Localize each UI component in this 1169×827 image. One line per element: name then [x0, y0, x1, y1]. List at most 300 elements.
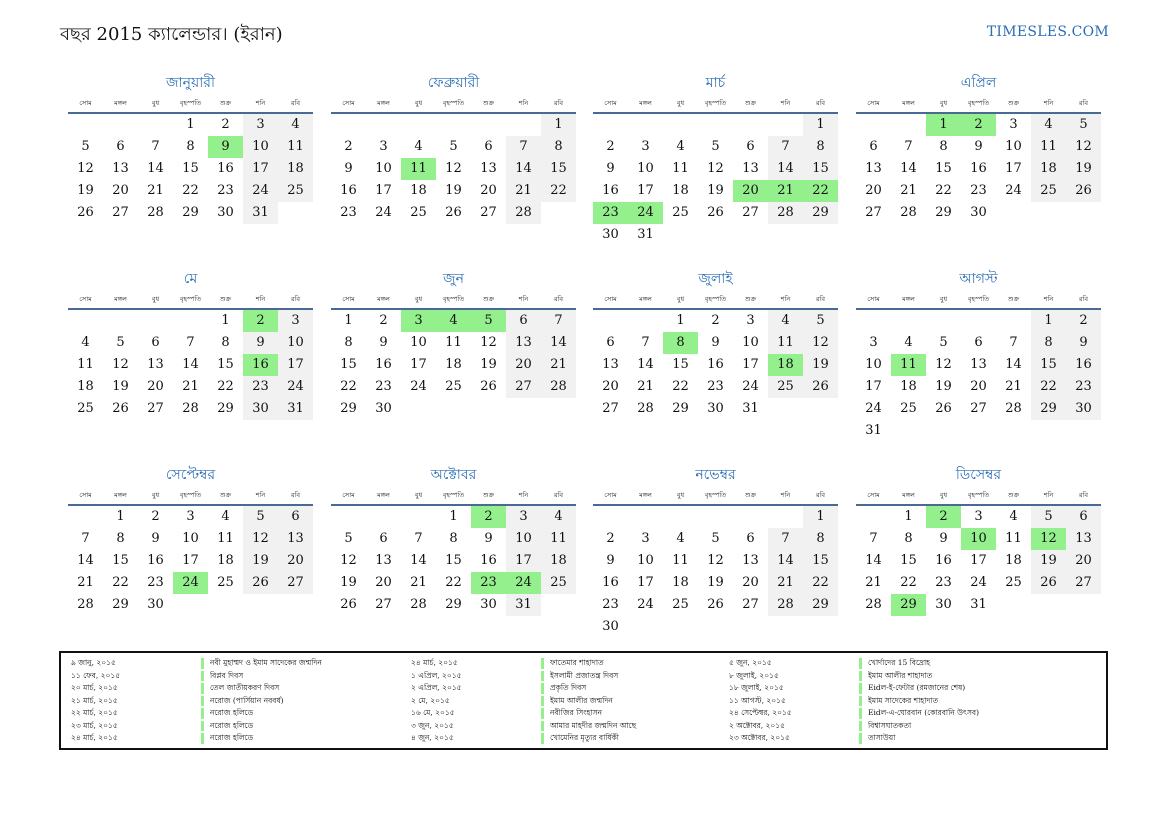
holiday-date: ২৪ সেপ্টেম্বর, ২০১৫ [729, 708, 792, 717]
day-cell: 22 [1031, 376, 1066, 398]
day-cell: 21 [182, 379, 199, 394]
day-cell: 23 [243, 376, 278, 398]
holiday-day-cell: 24 [628, 202, 663, 224]
day-cell: 12 [707, 161, 724, 176]
day-cell: 12 [1066, 136, 1101, 158]
day-cell: 10 [742, 335, 759, 350]
day-cell: 3 [1009, 117, 1018, 132]
day-cell: 24 [278, 376, 313, 398]
empty-cell [856, 114, 891, 136]
weekday-label: মঙ্গল [377, 99, 390, 107]
holiday-date: ২৩ অক্টোবর, ২০১৫ [729, 733, 790, 742]
day-cell: 7 [186, 335, 195, 350]
day-cell: 13 [865, 161, 882, 176]
empty-cell [733, 114, 768, 136]
day-cell: 18 [77, 379, 94, 394]
day-cell: 16 [217, 161, 234, 176]
holiday-marker [201, 721, 204, 732]
weekday-header [856, 94, 1101, 114]
day-cell: 4 [676, 531, 685, 546]
day-cell: 11 [1005, 531, 1022, 546]
weekday-label: শুক্র [219, 295, 232, 303]
day-cell: 10 [182, 531, 199, 546]
holiday-column [729, 657, 1058, 745]
day-cell: 30 [375, 401, 392, 416]
day-cell: 4 [1009, 509, 1018, 524]
day-cell: 22 [803, 572, 838, 594]
empty-cell [401, 506, 436, 528]
weekday-label: রবি [553, 491, 564, 499]
day-cell: 2 [1066, 310, 1101, 332]
holiday-name: নবীজির সিংহাসন [550, 708, 603, 717]
day-cell: 17 [506, 550, 541, 572]
day-cell: 19 [803, 354, 838, 376]
empty-cell [593, 310, 628, 332]
day-cell: 15 [1031, 354, 1066, 376]
day-cell: 22 [935, 183, 952, 198]
holiday-day-cell: 1 [926, 114, 961, 136]
holiday-row [411, 720, 740, 733]
day-cell: 25 [1031, 180, 1066, 202]
day-cell: 25 [278, 180, 313, 202]
day-cell: 1 [221, 313, 230, 328]
day-cell: 16 [375, 357, 392, 372]
weekday-label: মঙ্গল [639, 295, 652, 303]
day-cell: 15 [803, 158, 838, 180]
day-cell: 30 [1066, 398, 1101, 420]
day-cell: 18 [410, 183, 427, 198]
weekday-header [593, 94, 838, 114]
weekday-label: বৃহস্পতি [704, 491, 727, 499]
weekday-label: শুক্র [1007, 491, 1020, 499]
day-cell: 3 [869, 335, 878, 350]
holiday-date: ২ মে, ২০১৫ [411, 695, 450, 705]
weekday-label: মঙ্গল [902, 295, 915, 303]
day-cell: 10 [375, 161, 392, 176]
weekday-header [856, 486, 1101, 506]
month-calendar [856, 464, 1101, 616]
weekday-label: বৃহস্পতি [179, 99, 202, 107]
holiday-marker [541, 721, 544, 732]
day-cell: 9 [484, 531, 493, 546]
day-cell: 23 [217, 183, 234, 198]
day-grid [331, 114, 576, 224]
day-cell: 30 [970, 205, 987, 220]
month-calendar [68, 464, 313, 616]
weekday-header [331, 486, 576, 506]
holiday-day-cell: 5 [471, 310, 506, 332]
month-calendar [856, 72, 1101, 224]
holiday-name: Eidল-ই-ফেটার (রমজানের শেষ) [868, 683, 966, 692]
day-cell: 20 [112, 183, 129, 198]
weekday-label: মঙ্গল [639, 491, 652, 499]
day-cell: 26 [77, 205, 94, 220]
weekday-label: শনি [518, 295, 529, 303]
weekday-label: বুধ [939, 295, 948, 303]
day-cell: 28 [768, 202, 803, 224]
day-cell: 21 [1005, 379, 1022, 394]
day-cell: 11 [217, 531, 234, 546]
holiday-day-cell: 9 [208, 136, 243, 158]
holiday-day-cell: 2 [471, 506, 506, 528]
day-cell: 19 [243, 550, 278, 572]
empty-cell [436, 114, 471, 136]
day-cell: 24 [243, 180, 278, 202]
day-cell: 2 [221, 117, 230, 132]
day-cell: 4 [221, 509, 230, 524]
day-cell: 13 [1066, 528, 1101, 550]
day-grid [856, 506, 1101, 616]
weekday-label: মঙ্গল [902, 99, 915, 107]
weekday-header [331, 290, 576, 310]
day-cell: 5 [1066, 114, 1101, 136]
day-cell: 20 [742, 575, 759, 590]
empty-cell [961, 310, 996, 332]
holiday-marker [541, 671, 544, 682]
empty-cell [366, 506, 401, 528]
day-cell: 5 [243, 506, 278, 528]
month-calendar [593, 268, 838, 420]
day-cell: 15 [445, 553, 462, 568]
day-cell: 28 [1005, 401, 1022, 416]
day-cell: 10 [637, 161, 654, 176]
day-cell: 22 [112, 575, 129, 590]
day-cell: 29 [340, 401, 357, 416]
holiday-day-cell: 18 [768, 354, 803, 376]
holiday-marker [859, 696, 862, 707]
empty-cell [331, 506, 366, 528]
day-cell: 10 [1005, 139, 1022, 154]
day-cell: 16 [707, 357, 724, 372]
day-grid [68, 310, 313, 420]
day-grid [856, 114, 1101, 224]
weekday-label: মঙ্গল [639, 99, 652, 107]
day-cell: 14 [768, 550, 803, 572]
month-name: ফেব্রুয়ারী [427, 75, 480, 91]
day-cell: 4 [904, 335, 913, 350]
day-cell: 21 [77, 575, 94, 590]
day-cell: 29 [1031, 398, 1066, 420]
weekday-label: সোম [342, 99, 355, 107]
day-cell: 18 [445, 357, 462, 372]
weekday-label: সোম [604, 295, 617, 303]
day-cell: 26 [1031, 572, 1066, 594]
weekday-header [331, 94, 576, 114]
weekday-label: বৃহস্পতি [704, 99, 727, 107]
holiday-row [71, 695, 400, 708]
day-cell: 9 [243, 332, 278, 354]
day-cell: 27 [742, 205, 759, 220]
day-cell: 18 [217, 553, 234, 568]
day-cell: 22 [445, 575, 462, 590]
day-cell: 8 [116, 531, 125, 546]
empty-cell [366, 114, 401, 136]
day-cell: 9 [606, 161, 615, 176]
empty-cell [698, 114, 733, 136]
day-grid [593, 506, 838, 638]
day-cell: 28 [77, 597, 94, 612]
day-cell: 31 [637, 227, 654, 242]
day-cell: 17 [375, 183, 392, 198]
weekday-label: শুক্র [219, 99, 232, 107]
day-cell: 20 [147, 379, 164, 394]
weekday-label: বৃহস্পতি [704, 295, 727, 303]
holiday-row [729, 720, 1058, 733]
day-cell: 16 [602, 575, 619, 590]
holiday-day-cell: 22 [803, 180, 838, 202]
day-cell: 16 [147, 553, 164, 568]
day-cell: 9 [379, 335, 388, 350]
empty-cell [926, 310, 961, 332]
day-cell: 7 [904, 139, 913, 154]
day-cell: 23 [707, 379, 724, 394]
holiday-marker [859, 671, 862, 682]
day-cell: 30 [707, 401, 724, 416]
weekday-label: শুক্র [1007, 295, 1020, 303]
day-cell: 2 [711, 313, 720, 328]
page-title: বছর 2015 ক্যালেন্ডার। (ইরান) [60, 24, 283, 45]
day-cell: 12 [803, 332, 838, 354]
holiday-name: তাসাউয়া [868, 733, 896, 742]
empty-cell [628, 114, 663, 136]
holiday-row [729, 695, 1058, 708]
day-cell: 26 [935, 401, 952, 416]
day-cell: 31 [506, 594, 541, 616]
day-cell: 5 [116, 335, 125, 350]
empty-cell [996, 310, 1031, 332]
empty-cell [593, 114, 628, 136]
site-brand-link[interactable]: TIMESLES.COM [986, 24, 1109, 40]
day-cell: 28 [768, 594, 803, 616]
holiday-day-cell: 11 [401, 158, 436, 180]
empty-cell [331, 114, 366, 136]
holiday-marker [541, 696, 544, 707]
day-cell: 16 [1066, 354, 1101, 376]
holiday-day-cell: 12 [1031, 528, 1066, 550]
day-cell: 21 [541, 354, 576, 376]
weekday-label: শনি [255, 491, 266, 499]
day-cell: 5 [711, 531, 720, 546]
day-cell: 30 [243, 398, 278, 420]
day-cell: 14 [865, 553, 882, 568]
day-cell: 7 [869, 531, 878, 546]
day-cell: 29 [672, 401, 689, 416]
holiday-marker [201, 683, 204, 694]
holiday-day-cell: 16 [243, 354, 278, 376]
holiday-name: নরোজ হলিডে [210, 720, 254, 730]
weekday-header [856, 290, 1101, 310]
day-cell: 12 [445, 161, 462, 176]
day-cell: 27 [375, 597, 392, 612]
weekday-label: বুধ [151, 491, 160, 499]
weekday-label: সোম [867, 295, 880, 303]
day-cell: 1 [676, 313, 685, 328]
day-cell: 14 [77, 553, 94, 568]
holiday-date: ২৪ মার্চ, ২০১৫ [71, 733, 118, 742]
weekday-label: শনি [1043, 491, 1054, 499]
holiday-name: ইমাম সাদেকের শাহাদাত [868, 695, 939, 705]
empty-cell [891, 310, 926, 332]
empty-cell [68, 114, 103, 136]
day-cell: 4 [1031, 114, 1066, 136]
holiday-date: ১৮ জুলাই, ২০১৫ [729, 683, 784, 692]
day-cell: 9 [606, 553, 615, 568]
empty-cell [768, 114, 803, 136]
holiday-row [71, 682, 400, 695]
holiday-name: আমার মাহদীর জন্মদিন আছে [550, 720, 637, 730]
month-calendar [68, 268, 313, 420]
day-cell: 23 [340, 205, 357, 220]
weekday-label: বুধ [676, 99, 685, 107]
day-cell: 8 [1031, 332, 1066, 354]
day-grid [68, 114, 313, 224]
day-cell: 2 [606, 531, 615, 546]
day-cell: 15 [112, 553, 129, 568]
weekday-label: বুধ [414, 295, 423, 303]
day-cell: 6 [869, 139, 878, 154]
weekday-label: সোম [867, 491, 880, 499]
day-cell: 23 [147, 575, 164, 590]
holiday-name: খোর্দাদের 15 বিদ্রোহ [868, 658, 931, 667]
day-cell: 5 [711, 139, 720, 154]
weekday-label: বুধ [414, 99, 423, 107]
holiday-day-cell: 8 [663, 332, 698, 354]
weekday-label: সোম [342, 295, 355, 303]
holiday-name: তেল জাতীয়করণ দিবস [210, 683, 280, 692]
weekday-label: শুক্র [744, 295, 757, 303]
holiday-row [729, 670, 1058, 683]
day-cell: 19 [480, 357, 497, 372]
weekday-label: মঙ্গল [114, 491, 127, 499]
holiday-name: ইমাম আলীর শাহাদাত [868, 670, 933, 680]
weekday-label: বুধ [414, 491, 423, 499]
day-cell: 3 [641, 531, 650, 546]
weekday-label: শনি [1043, 295, 1054, 303]
day-cell: 14 [637, 357, 654, 372]
empty-cell [628, 506, 663, 528]
day-cell: 7 [81, 531, 90, 546]
holiday-marker [859, 721, 862, 732]
month-name: অক্টোবর [430, 467, 477, 483]
holiday-name: ইসলামী প্রজাতন্ত্র দিবস [550, 670, 619, 680]
day-cell: 25 [217, 575, 234, 590]
day-cell: 14 [900, 161, 917, 176]
day-cell: 1 [449, 509, 458, 524]
day-cell: 7 [1009, 335, 1018, 350]
holiday-date: ১১ আগস্ট, ২০১৫ [729, 695, 786, 705]
weekday-label: বৃহস্পতি [442, 491, 465, 499]
day-cell: 17 [637, 183, 654, 198]
holiday-marker [201, 708, 204, 719]
month-calendar [331, 268, 576, 420]
day-cell: 11 [768, 332, 803, 354]
day-cell: 13 [970, 357, 987, 372]
day-cell: 19 [935, 379, 952, 394]
holiday-marker [859, 733, 862, 744]
day-cell: 18 [1005, 553, 1022, 568]
weekday-label: সোম [79, 295, 92, 303]
day-cell: 8 [803, 136, 838, 158]
weekday-label: রবি [815, 491, 826, 499]
day-cell: 6 [151, 335, 160, 350]
day-cell: 19 [1031, 550, 1066, 572]
weekday-label: রবি [815, 99, 826, 107]
weekday-label: বুধ [939, 491, 948, 499]
day-cell: 24 [742, 379, 759, 394]
day-cell: 18 [672, 575, 689, 590]
empty-cell [138, 114, 173, 136]
holiday-row [71, 670, 400, 683]
day-cell: 3 [379, 139, 388, 154]
day-cell: 5 [81, 139, 90, 154]
holiday-day-cell: 2 [961, 114, 996, 136]
day-cell: 22 [541, 180, 576, 202]
holiday-marker [541, 733, 544, 744]
day-cell: 1 [344, 313, 353, 328]
day-cell: 19 [707, 575, 724, 590]
day-cell: 27 [970, 401, 987, 416]
empty-cell [733, 506, 768, 528]
day-cell: 13 [147, 357, 164, 372]
day-cell: 1 [1031, 310, 1066, 332]
day-cell: 22 [340, 379, 357, 394]
day-cell: 31 [970, 597, 987, 612]
day-cell: 11 [1031, 136, 1066, 158]
holiday-day-cell: 4 [436, 310, 471, 332]
weekday-header [68, 486, 313, 506]
holiday-date: ১১ ফেব, ২০১৫ [71, 670, 121, 680]
day-cell: 7 [541, 310, 576, 332]
empty-cell [856, 310, 891, 332]
weekday-label: সোম [342, 491, 355, 499]
weekday-label: মঙ্গল [377, 491, 390, 499]
day-cell: 8 [803, 528, 838, 550]
day-cell: 1 [116, 509, 125, 524]
day-cell: 25 [672, 205, 689, 220]
month-calendar [331, 72, 576, 224]
day-cell: 28 [410, 597, 427, 612]
day-cell: 31 [278, 398, 313, 420]
weekday-label: শনি [780, 491, 791, 499]
empty-cell [698, 506, 733, 528]
holiday-date: ২২ মার্চ, ২০১৫ [71, 708, 118, 717]
day-cell: 29 [445, 597, 462, 612]
holiday-date: ২৪ মার্চ, ২০১৫ [411, 658, 458, 667]
day-cell: 6 [116, 139, 125, 154]
day-cell: 12 [935, 357, 952, 372]
day-cell: 8 [221, 335, 230, 350]
day-cell: 4 [278, 114, 313, 136]
day-cell: 29 [803, 594, 838, 616]
day-cell: 24 [637, 597, 654, 612]
holiday-date: ৩ জুন, ২০১৫ [411, 720, 454, 730]
holiday-date: ২১ মার্চ, ২০১৫ [71, 695, 118, 705]
day-cell: 31 [243, 202, 278, 224]
day-cell: 7 [768, 528, 803, 550]
weekday-label: বুধ [676, 295, 685, 303]
weekday-label: সোম [604, 491, 617, 499]
holiday-date: ১ এপ্রিল, ২০১৫ [411, 670, 462, 680]
day-cell: 7 [641, 335, 650, 350]
day-cell: 30 [602, 227, 619, 242]
weekday-header [593, 290, 838, 310]
day-cell: 29 [803, 202, 838, 224]
holiday-marker [859, 708, 862, 719]
empty-cell [768, 506, 803, 528]
day-cell: 14 [410, 553, 427, 568]
holiday-day-cell: 20 [733, 180, 768, 202]
day-cell: 9 [939, 531, 948, 546]
